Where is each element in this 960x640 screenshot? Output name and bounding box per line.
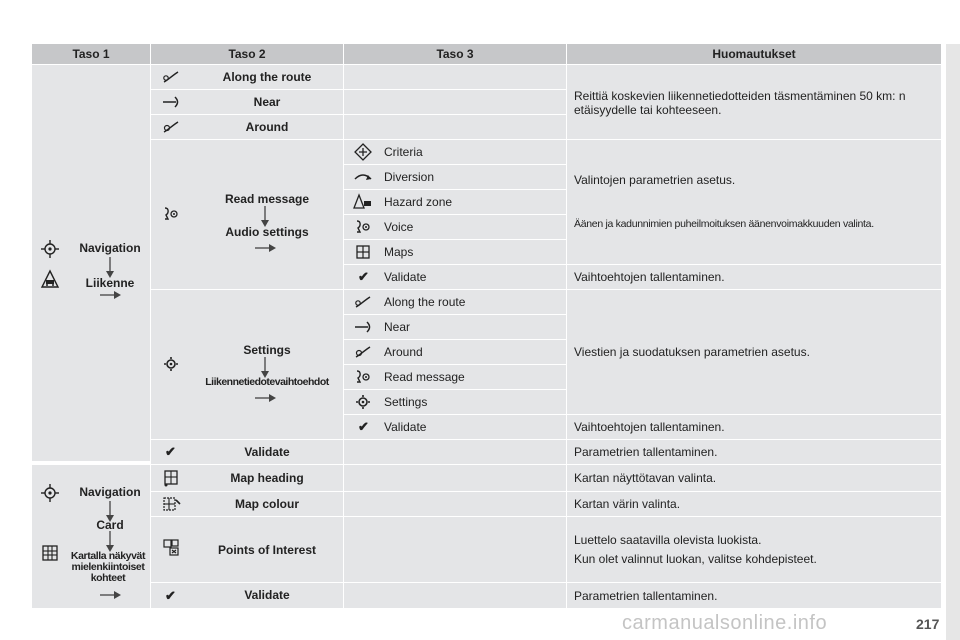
row-points-of-interest[interactable]	[151, 517, 343, 582]
level1-card-label: Card	[96, 518, 124, 532]
map-grid-icon	[40, 543, 60, 563]
note-settings: Viestien ja suodatuksen parametrien asetus.	[567, 290, 941, 414]
arrow-right-icon	[255, 392, 277, 404]
diversion-icon	[353, 167, 373, 187]
navigation-icon	[40, 239, 60, 259]
setting-along-the-route-label: Along the route	[384, 295, 466, 309]
voice-icon	[353, 217, 373, 237]
watermark: carmanualsonline.info	[622, 612, 828, 634]
audio-settings-label: Audio settings	[225, 225, 309, 239]
setting-along-the-route[interactable]	[344, 290, 566, 314]
note-points-of-interest	[567, 517, 941, 582]
empty-cell	[344, 465, 566, 491]
hazard-icon	[353, 192, 373, 212]
row-map-heading[interactable]	[151, 465, 343, 491]
traffic-icon	[40, 269, 60, 289]
navigation-icon	[40, 483, 60, 503]
criteria-icon	[353, 142, 373, 162]
note-along-route: Reittiä koskevien liikennetiedotteiden täsmentäminen 50 km: n etäisyydelle tai kohteeseen.	[567, 65, 941, 139]
page-number: 217	[916, 616, 940, 632]
empty-cell	[344, 517, 566, 582]
maps-label: Maps	[384, 245, 414, 259]
option-hazard-zone[interactable]	[344, 190, 566, 214]
option-criteria[interactable]	[344, 140, 566, 164]
level2-settings[interactable]	[151, 290, 343, 439]
voice-icon	[353, 367, 373, 387]
note-poi-line1: Luettelo saatavilla olevista luokista.	[574, 533, 762, 547]
map-heading-icon	[161, 468, 181, 488]
row-near[interactable]	[151, 90, 343, 114]
check-icon: ✔	[165, 588, 176, 603]
poi-icon	[161, 537, 181, 557]
around-icon	[353, 342, 373, 362]
note-settings-validate: Vaihtoehtojen tallentaminen.	[567, 415, 941, 439]
option-maps[interactable]	[344, 240, 566, 264]
note-voice-volume: Äänen ja kadunnimien puheilmoituksen äänenvoimakkuuden valinta.	[574, 218, 874, 230]
option-voice[interactable]	[344, 215, 566, 239]
settings-label: Settings	[243, 343, 291, 357]
level1-navigation-card	[32, 465, 150, 608]
arrow-right-icon	[100, 289, 122, 301]
level1-card-navigation-label: Navigation	[79, 485, 141, 499]
setting-read-message[interactable]	[344, 365, 566, 389]
header-taso-1: Taso 1	[32, 44, 150, 64]
page-edge-bar	[946, 44, 960, 640]
row-card-validate[interactable]	[151, 583, 343, 608]
note-read-message	[567, 140, 941, 264]
setting-settings-label: Settings	[384, 395, 428, 409]
level2-validate-label: Validate	[244, 445, 290, 459]
maps-icon	[353, 242, 373, 262]
label-along-the-route: Along the route	[222, 70, 312, 84]
row-map-colour[interactable]	[151, 492, 343, 516]
level1-navigation-traffic	[32, 65, 150, 461]
check-icon: ✔	[358, 419, 369, 434]
label-around: Around	[245, 120, 289, 134]
voice-label: Voice	[384, 220, 414, 234]
near-icon	[161, 92, 181, 112]
empty-cell	[344, 440, 566, 464]
level2-validate[interactable]	[151, 440, 343, 464]
validate-label: Validate	[384, 270, 427, 284]
option-validate[interactable]	[344, 265, 566, 289]
level2-read-message[interactable]	[151, 140, 343, 289]
note-map-colour: Kartan värin valinta.	[567, 492, 941, 516]
setting-near-label: Near	[384, 320, 411, 334]
empty-cell	[344, 583, 566, 608]
setting-around[interactable]	[344, 340, 566, 364]
route-icon	[353, 292, 373, 312]
diversion-label: Diversion	[384, 170, 435, 184]
criteria-label: Criteria	[384, 145, 423, 159]
setting-validate[interactable]	[344, 415, 566, 439]
note-card-validate: Parametrien tallentaminen.	[567, 583, 941, 608]
setting-settings[interactable]	[344, 390, 566, 414]
map-colour-icon	[161, 494, 181, 514]
empty-cell	[344, 65, 566, 89]
note-parameters: Valintojen parametrien asetus.	[574, 173, 736, 187]
route-icon	[161, 67, 181, 87]
header-huomautukset: Huomautukset	[567, 44, 941, 64]
header-taso-3: Taso 3	[344, 44, 566, 64]
label-points-of-interest: Points of Interest	[217, 543, 316, 557]
header-taso-2: Taso 2	[151, 44, 343, 64]
traffic-options-label: Liikennetiedotevaihtoehdot	[205, 376, 329, 388]
settings-icon	[353, 392, 373, 412]
setting-validate-label: Validate	[384, 420, 427, 434]
level1-navigation-label: Navigation	[79, 241, 141, 255]
around-icon	[161, 117, 181, 137]
settings-icon	[161, 354, 181, 374]
row-around[interactable]	[151, 115, 343, 139]
label-map-colour: Map colour	[234, 497, 299, 511]
setting-around-label: Around	[384, 345, 423, 359]
hazard-zone-label: Hazard zone	[384, 195, 453, 209]
empty-cell	[344, 90, 566, 114]
near-icon	[353, 317, 373, 337]
voice-icon	[161, 204, 181, 224]
option-diversion[interactable]	[344, 165, 566, 189]
note-validate-options: Vaihtoehtojen tallentaminen.	[567, 265, 941, 289]
setting-near[interactable]	[344, 315, 566, 339]
note-poi-line2: Kun olet valinnut luokan, valitse kohdepisteet.	[574, 552, 817, 566]
label-map-heading: Map heading	[230, 471, 304, 485]
label-near: Near	[253, 95, 281, 109]
label-card-validate: Validate	[244, 588, 290, 602]
empty-cell	[344, 115, 566, 139]
row-along-the-route[interactable]	[151, 65, 343, 89]
empty-cell	[344, 492, 566, 516]
arrow-right-icon	[255, 242, 277, 254]
arrow-right-icon	[100, 589, 122, 601]
check-icon: ✔	[165, 444, 176, 459]
note-map-heading: Kartan näyttötavan valinta.	[567, 465, 941, 491]
note-level2-validate: Parametrien tallentaminen.	[567, 440, 941, 464]
read-message-label: Read message	[224, 192, 310, 206]
setting-read-message-label: Read message	[384, 370, 465, 384]
level1-poi-label: Kartalla näkyvät mielenkiintoiset kohteet	[70, 550, 146, 584]
check-icon: ✔	[358, 269, 369, 284]
level1-liikenne-label: Liikenne	[85, 276, 135, 290]
